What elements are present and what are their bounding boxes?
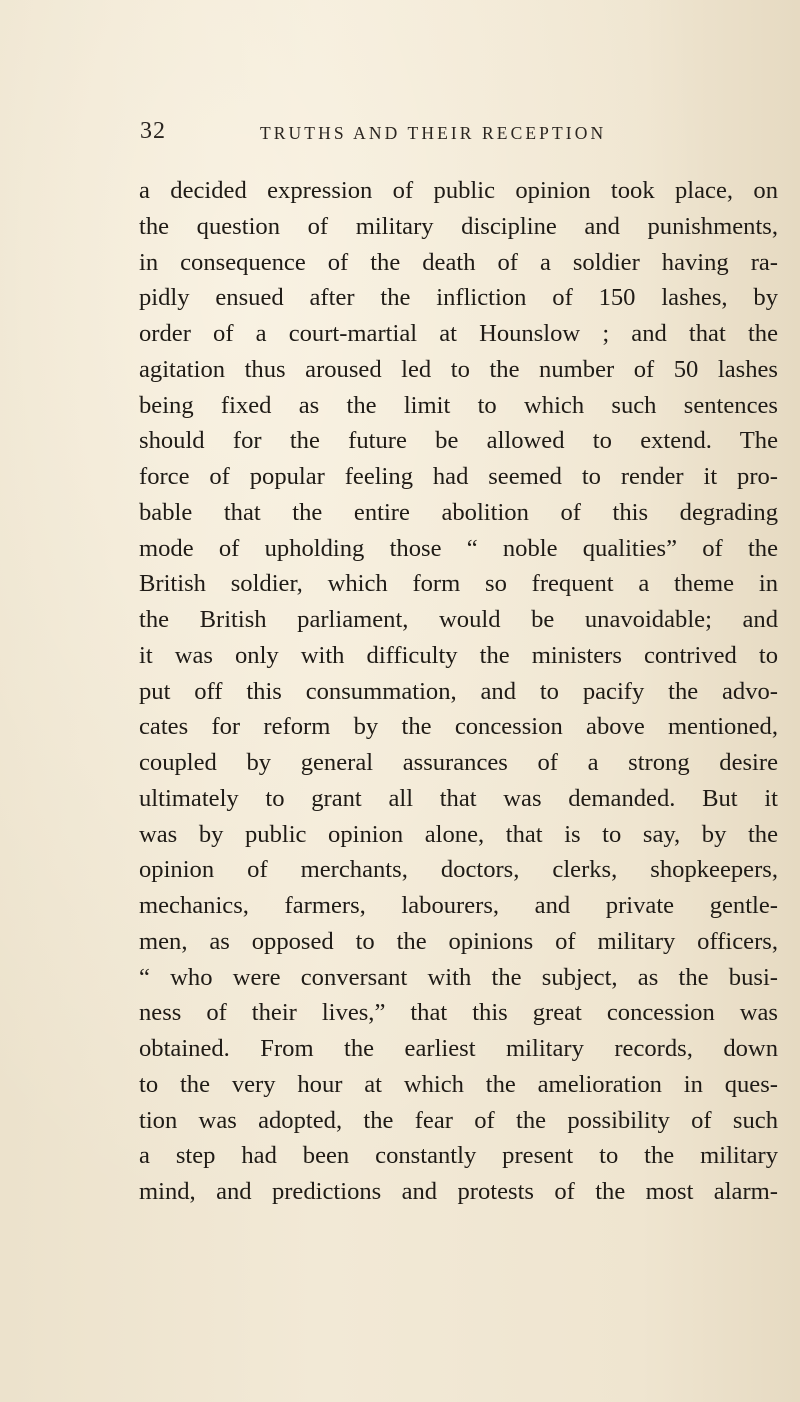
text-line: mode of upholding those “ noble qualities” of the bbox=[139, 534, 778, 562]
text-line: should for the future be allowed to extend. The bbox=[139, 427, 778, 455]
text-line: British soldier, which form so frequent a theme in bbox=[139, 570, 778, 598]
text-line: cates for reform by the concession above mentioned, bbox=[139, 713, 778, 741]
text-line: the question of military discipline and punishments, bbox=[139, 212, 778, 240]
text-line: pidly ensued after the infliction of 150 lashes, by bbox=[139, 284, 778, 312]
text-line: mechanics, farmers, labourers, and private gentle- bbox=[139, 892, 778, 919]
text-line: force of popular feeling had seemed to render it pro- bbox=[139, 463, 778, 490]
text-line: ultimately to grant all that was demanded. But it bbox=[139, 784, 778, 812]
text-line: tion was adopted, the fear of the possibility of such bbox=[139, 1106, 778, 1134]
text-line: agitation thus aroused led to the number of 50 lashes bbox=[139, 355, 778, 383]
text-line: obtained. From the earliest military records, down bbox=[139, 1035, 778, 1062]
text-line: “ who were conversant with the subject, as the busi- bbox=[139, 963, 778, 991]
text-line: to the very hour at which the amelioration in ques- bbox=[139, 1070, 778, 1098]
text-line: order of a court-martial at Hounslow ; and that the bbox=[139, 320, 778, 347]
running-title: TRUTHS AND THEIR RECEPTION bbox=[260, 123, 607, 143]
text-line: a step had been constantly present to the military bbox=[139, 1142, 778, 1170]
text-line: the British parliament, would be unavoidable; and bbox=[139, 606, 778, 633]
text-line: ness of their lives,” that this great concession was bbox=[139, 999, 778, 1027]
text-line: mind, and predictions and protests of the most alarm- bbox=[139, 1178, 778, 1205]
text-line: men, as opposed to the opinions of military officers, bbox=[139, 927, 778, 955]
text-line: in consequence of the death of a soldier having ra- bbox=[139, 248, 778, 276]
text-line: bable that the entire abolition of this degrading bbox=[139, 498, 778, 526]
body-text bbox=[139, 173, 779, 1210]
text-line: opinion of merchants, doctors, clerks, shopkeepers, bbox=[139, 856, 778, 884]
text-line: it was only with difficulty the ministers contrived to bbox=[139, 641, 778, 669]
text-line: coupled by general assurances of a strong desire bbox=[139, 749, 778, 776]
text-line: being fixed as the limit to which such sentences bbox=[139, 391, 778, 419]
text-line: put off this consummation, and to pacify the advo- bbox=[139, 677, 778, 705]
text-line: was by public opinion alone, that is to say, by the bbox=[139, 820, 778, 848]
text-line: a decided expression of public opinion took place, on bbox=[139, 177, 778, 204]
running-head bbox=[140, 118, 770, 154]
page-number: 32 bbox=[140, 118, 166, 144]
